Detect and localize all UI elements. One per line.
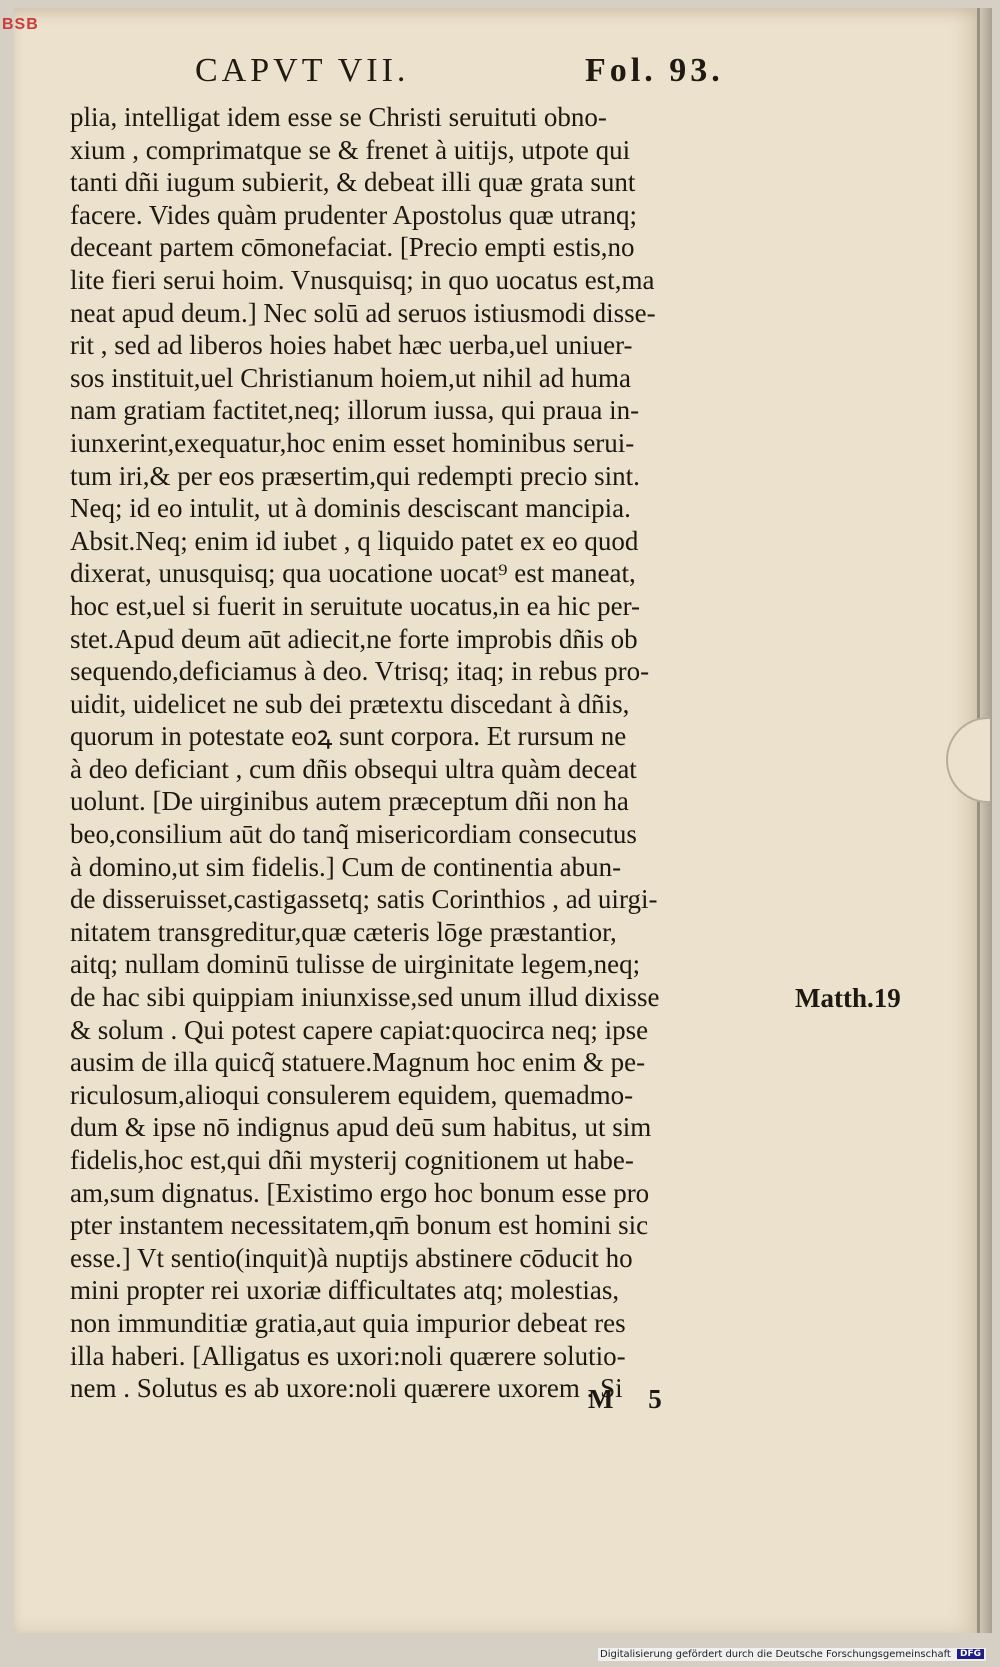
- text-line: à domino,ut sim fidelis.] Cum de continentia abun-: [70, 851, 622, 882]
- text-line: beo,consilium aūt do tanq̃ misericordiam consecutus: [70, 819, 637, 850]
- text-line: esse.] Vt sentio(inquit)à nuptijs abstinere cōducit ho: [70, 1242, 633, 1273]
- text-line: de hac sibi quippiam iniunxisse,sed unum illud dixisse: [70, 982, 660, 1013]
- library-corner-mark: BSB: [2, 16, 39, 33]
- text-line: aitq; nullam dominū tulisse de uirginitate legem,neq;: [70, 949, 641, 980]
- text-line: sequendo,deficiamus à deo. Vtrisq; itaq; in rebus pro-: [70, 656, 650, 687]
- text-line: plia, intelligat idem esse se Christi seruituti obno-: [70, 102, 607, 132]
- text-line: Absit.Neq; enim id iubet , q liquido patet ex eo quod: [70, 525, 639, 556]
- text-line: non immunditiæ gratia,aut quia impurior debeat res: [70, 1307, 626, 1338]
- text-line: xium , comprimatque se & frenet à uitijs, utpote qui: [70, 134, 631, 165]
- dfg-logo: DFG: [957, 1649, 984, 1659]
- page-edge: [980, 8, 992, 1633]
- text-line: de disseruisset,castigassetq; satis Corinthios , ad uirgi-: [70, 884, 658, 915]
- text-line: uolunt. [De uirginibus autem præceptum dñi non ha: [70, 786, 629, 817]
- text-line: riculosum,alioqui consulerem equidem, quemadmo-: [70, 1079, 634, 1110]
- text-line: & solum . Qui potest capere capiat:quocirca neq; ipse: [70, 1014, 649, 1045]
- body-text: [70, 101, 810, 1405]
- text-line: quorum in potestate eoꝝ sunt corpora. Et rursum ne: [70, 721, 627, 752]
- text-line: hoc est,uel si fuerit in seruitute uocatus,in ea hic per-: [70, 590, 641, 621]
- text-line: iunxerint,exequatur,hoc enim esset hominibus serui-: [70, 427, 635, 458]
- text-line: rit , sed ad liberos hoies habet hæc uerba,uel uniuer-: [70, 330, 633, 361]
- text-line: illa haberi. [Alligatus es uxori:noli quærere solutio-: [70, 1340, 626, 1371]
- text-line: sos instituit,uel Christianum hoiem,ut nihil ad huma: [70, 362, 631, 393]
- chapter-heading: CAPVT VII.: [195, 52, 410, 89]
- text-line: ausim de illa quicq̃ statuere.Magnum hoc enim & pe-: [70, 1047, 646, 1078]
- text-line: lite fieri serui hoim. Vnusquisq; in quo uocatus est,ma: [70, 264, 655, 295]
- text-line: stet.Apud deum aūt adiecit,ne forte improbis dñis ob: [70, 623, 638, 654]
- running-head: [195, 52, 755, 92]
- text-line: dum & ipse nō indignus apud deū sum habitus, ut sim: [70, 1112, 652, 1143]
- text-line: tum iri,& per eos præsertim,qui redempti precio sint.: [70, 460, 640, 491]
- text-line: uidit, uidelicet ne sub dei prætextu discedant à dñis,: [70, 688, 630, 719]
- text-line: deceant partem cōmonefaciat. [Precio empti estis,no: [70, 232, 635, 263]
- text-line: fidelis,hoc est,qui dñi mysterij cognitionem ut habe-: [70, 1145, 634, 1175]
- text-line: nam gratiam factitet,neq; illorum iussa, qui praua in-: [70, 395, 640, 426]
- text-line: facere. Vides quàm prudenter Apostolus quæ utranq;: [70, 199, 637, 230]
- text-line: tanti dñi iugum subierit, & debeat illi quæ grata sunt: [70, 167, 636, 198]
- text-line: Neq; id eo intulit, ut à dominis desciscant mancipia.: [70, 493, 631, 524]
- text-line: nitatem transgreditur,quæ cæteris lōge præstantior,: [70, 916, 617, 947]
- signature-mark: M 5: [588, 1384, 676, 1414]
- text-line: dixerat, unusquisq; qua uocatione uocat⁹ est maneat,: [70, 558, 636, 589]
- footer-text: Digitalisierung gefördert durch die Deutsche Forschungsgemeinschaft: [600, 1649, 951, 1660]
- marginal-note: Matth.19: [795, 983, 901, 1013]
- text-line: am,sum dignatus. [Existimo ergo hoc bonum esse pro: [70, 1177, 650, 1208]
- text-line: mini propter rei uxoriæ difficultates atq; molestias,: [70, 1275, 620, 1306]
- folio-number: Fol. 93.: [585, 52, 724, 89]
- text-line: neat apud deum.] Nec solū ad seruos istiusmodi disse-: [70, 297, 656, 328]
- text-line: pter instantem necessitatem,qm̄ bonum est homini sic: [70, 1210, 649, 1241]
- digitization-footer: [598, 1648, 986, 1661]
- text-line: nem . Solutus es ab uxore:noli quærere uxorem . Si: [70, 1373, 623, 1404]
- text-line: à deo deficiant , cum dñis obsequi ultra quàm deceat: [70, 753, 637, 784]
